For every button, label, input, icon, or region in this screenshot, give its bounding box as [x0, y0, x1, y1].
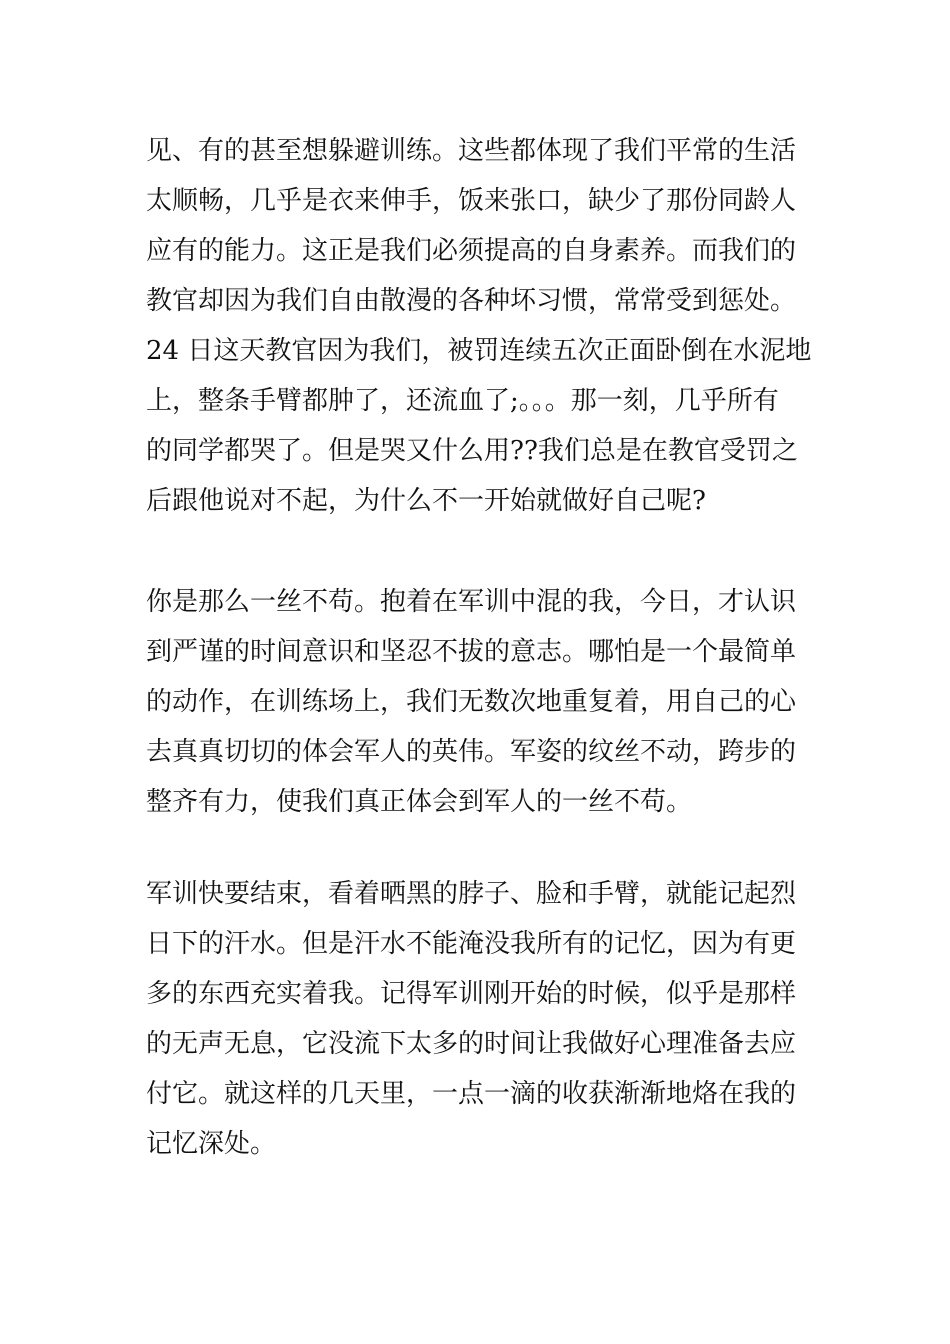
text-line: 付它。就这样的几天里，一点一滴的收获渐渐地烙在我的: [146, 1079, 797, 1109]
text-line: 的无声无息，它没流下太多的时间让我做好心理准备去应: [146, 1029, 797, 1059]
text-line: 的动作，在训练场上，我们无数次地重复着，用自己的心: [146, 687, 797, 717]
text-line: 去真真切切的体会军人的英伟。军姿的纹丝不动，跨步的: [146, 737, 797, 767]
text-line: 教官却因为我们自由散漫的各种坏习惯，常常受到惩处。: [146, 286, 797, 316]
text-line: 你是那么一丝不苟。抱着在军训中混的我，今日，才认识: [146, 587, 797, 617]
paragraph-3: [146, 869, 826, 1169]
text-line: 日下的汗水。但是汗水不能淹没我所有的记忆，因为有更: [146, 929, 797, 959]
text-line: 见、有的甚至想躲避训练。这些都体现了我们平常的生活: [146, 136, 797, 166]
text-line: 记忆深处。: [146, 1129, 277, 1159]
paragraph-2: [146, 577, 826, 827]
text-line: 的同学都哭了。但是哭又什么用??我们总是在教官受罚之: [146, 436, 798, 466]
text-line: 后跟他说对不起，为什么不一开始就做好自己呢?: [146, 486, 706, 516]
text-line: 太顺畅，几乎是衣来伸手，饭来张口，缺少了那份同龄人: [146, 186, 797, 216]
text-line: 上，整条手臂都肿了，还流血了;。。。那一刻，几乎所有: [146, 386, 779, 416]
text-line: 应有的能力。这正是我们必须提高的自身素养。而我们的: [146, 236, 797, 266]
text-line: 军训快要结束，看着晒黑的脖子、脸和手臂，就能记起烈: [146, 879, 797, 909]
text-line: 多的东西充实着我。记得军训刚开始的时候，似乎是那样: [146, 979, 797, 1009]
text-line: 24 日这天教官因为我们，被罚连续五次正面卧倒在水泥地: [146, 336, 812, 366]
text-line: 到严谨的时间意识和坚忍不拔的意志。哪怕是一个最简单: [146, 637, 797, 667]
text-line: 整齐有力，使我们真正体会到军人的一丝不苟。: [146, 787, 693, 817]
paragraph-1: [146, 126, 826, 526]
